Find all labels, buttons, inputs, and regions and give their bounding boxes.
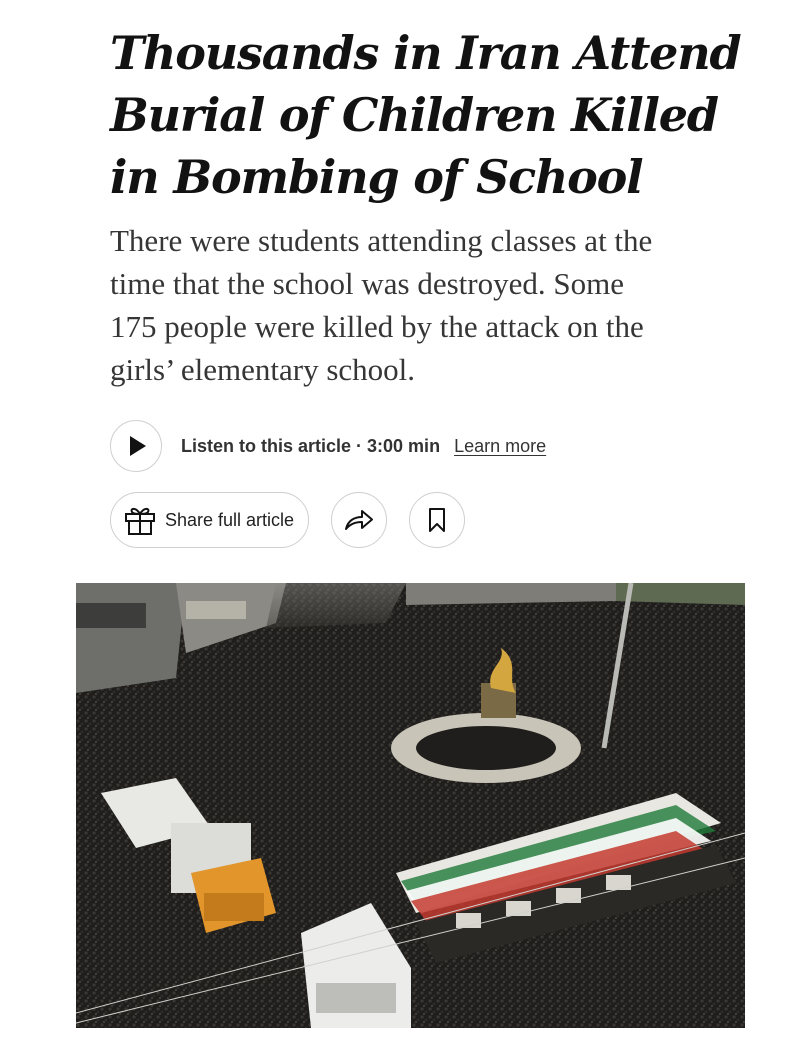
share-full-article-label: Share full article [165, 509, 295, 530]
learn-more-link[interactable]: Learn more [454, 435, 547, 456]
summary-line-1: There were students attending classes at the [110, 223, 653, 258]
hero-photo [76, 583, 745, 1028]
share-full-article-button[interactable] [110, 492, 309, 548]
share-button[interactable] [331, 492, 387, 548]
summary-line-2: time that the school was destroyed. Some [110, 266, 624, 301]
save-bookmark-button[interactable] [409, 492, 465, 548]
audio-player [110, 419, 546, 473]
share-arrow-icon [344, 508, 374, 532]
summary-line-4: girls’ elementary school. [110, 352, 416, 387]
gift-icon [124, 505, 156, 535]
crowd-photo-image [76, 583, 745, 1028]
play-icon [130, 436, 146, 456]
headline-line-2: Burial of Children Killed [110, 88, 718, 142]
article-actions [110, 492, 465, 548]
article-summary [110, 219, 750, 391]
headline [110, 22, 750, 208]
summary-line-3: 175 people were killed by the attack on the [110, 309, 644, 344]
bookmark-icon [428, 507, 446, 533]
headline-line-1: Thousands in Iran Attend [110, 26, 741, 80]
headline-line-3: in Bombing of School [110, 150, 643, 204]
play-button[interactable] [110, 420, 162, 472]
listen-label: Listen to this article · 3:00 min [181, 435, 441, 456]
